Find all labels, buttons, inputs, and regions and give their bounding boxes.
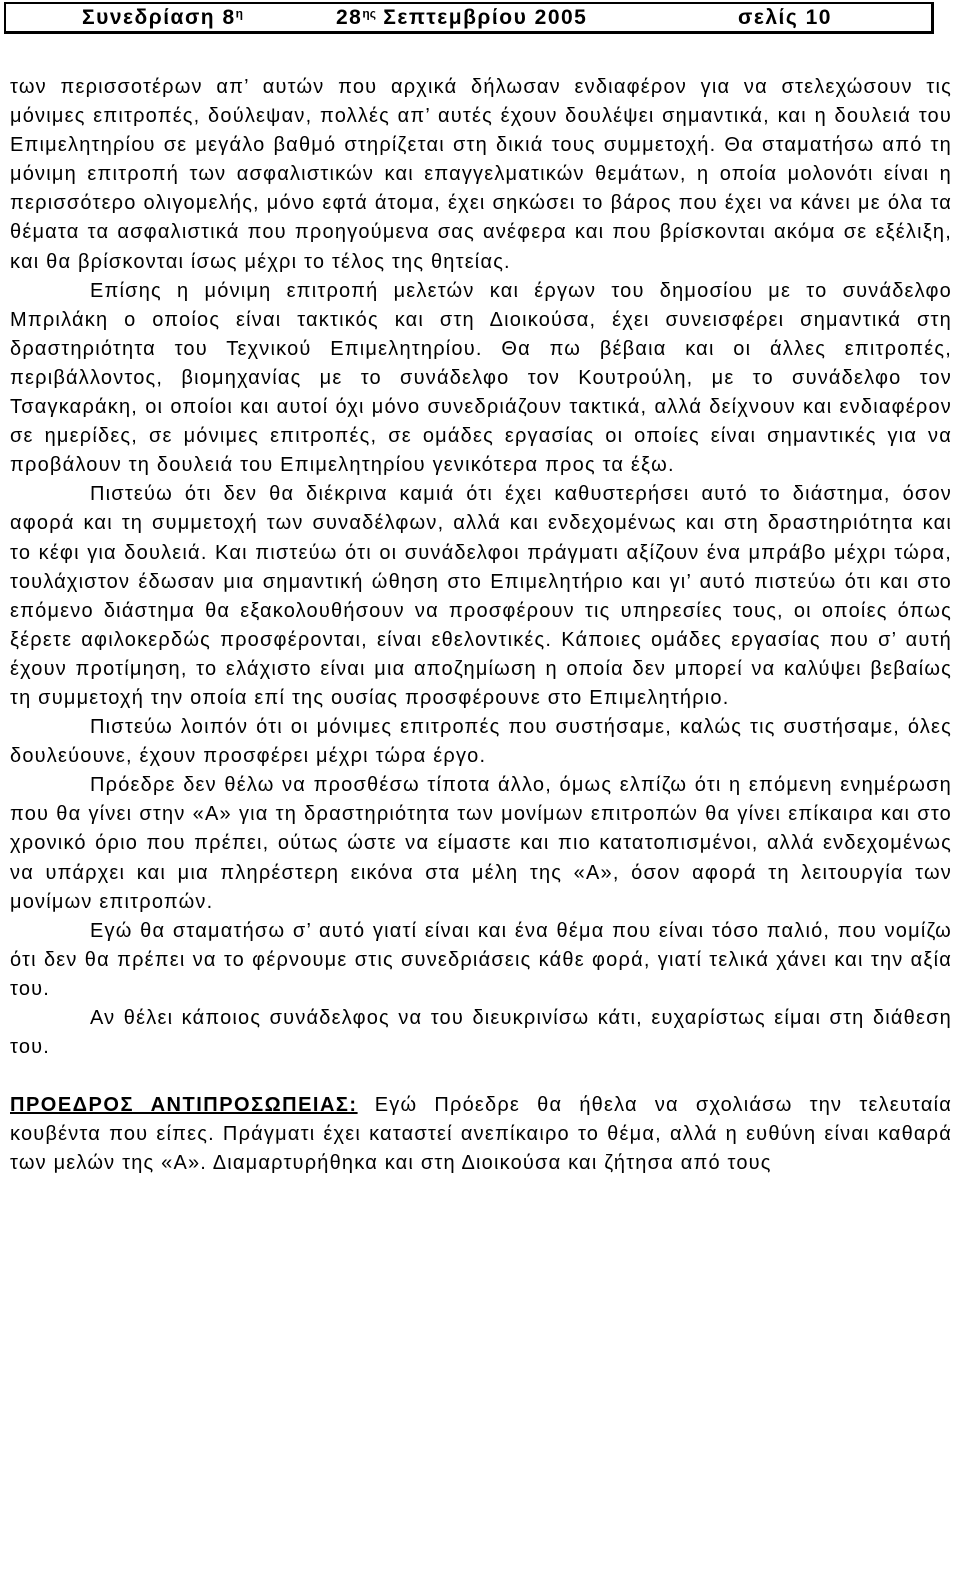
- paragraph-2: Επίσης η μόνιμη επιτροπή μελετών και έργων του δημοσίου με το συνάδελφο Μπριλάκη ο οποίος είναι τακτικός και στη Διοικούσα, έχει συνεισφέρει σημαντικά στη δραστηριότητα του Τεχνικού Επιμελητηρίου. Θα πω βέβαια και οι άλλες επιτροπές, περιβάλλοντος, βιομηχανίας με το συνάδελφο τον Κουτρούλη, με το συνάδελφο τον Τσαγκαράκη, οι οποίοι και αυτοί όχι μόνο συνεδριάζουν τακτικά, αλλά δείχνουν και ενδιαφέρον σε ημερίδες, σε μόνιμες επιτροπές, σε ομάδες εργασίας οι οποίες είναι σημαντικές για να προβάλουν τη δουλειά του Επιμελητηρίου γενικότερα προς τα έξω.: [10, 279, 952, 477]
- paragraph-6: Εγώ θα σταματήσω σ’ αυτό γιατί είναι και ένα θέμα που είναι τόσο παλιό, που νομίζω ότι δεν θα πρέπει να το φέρνουμε στις συνεδριάσεις κάθε φορά, γιατί τελικά χάνει και την αξία του.: [10, 919, 952, 1000]
- paragraph-1: των περισσοτέρων απ’ αυτών που αρχικά δήλωσαν ενδιαφέρον για να στελεχώσουν τις μόνιμες επιτροπές, δούλεψαν, πολλές απ’ αυτές έχουν δουλέψει σημαντικά, και η δουλειά του Επιμελητηρίου σε μεγάλο βαθμό στηρίζεται στη δικιά τους συμμετοχή. Θα σταματήσω από τη μόνιμη επιτροπή των ασφαλιστικών και επαγγελματικών θεμάτων, η οποία μολονότι είναι η περισσότερο ολιγομελής, μόνο εφτά άτομα, έχει σηκώσει το βάρος που έχει να κάνει με όλα τα θέματα τα ασφαλιστικά που προηγούμενα σας ανέφερα και που βρίσκονται ακόμα σε εξέλιξη, και θα βρίσκονται ίσως μέχρι το τέλος της θητείας.: [10, 76, 952, 273]
- document-body: [10, 73, 952, 1178]
- speaker-paragraph: [10, 1091, 952, 1178]
- session-number: [82, 6, 243, 30]
- session-text: Συνεδρίαση 8: [82, 6, 236, 29]
- date-month-year: Σεπτεμβρίου 2005: [383, 6, 588, 29]
- session-ordinal: η: [235, 6, 243, 21]
- page-header: [4, 2, 934, 34]
- paragraph-gap: [10, 1062, 952, 1091]
- paragraph-5: Πρόεδρε δεν θέλω να προσθέσω τίποτα άλλο, όμως ελπίζω ότι η επόμενη ενημέρωση που θα γίνει στην «Α» για τη δραστηριότητα των μονίμων επιτροπών θα γίνει επίκαιρα και στο χρονικό όριο που πρέπει, ούτως ώστε να είμαστε και πιο κατατοπισμένοι, αλλά ενδεχομένως να υπάρχει και μια πληρέστερη εικόνα στα μέλη της «Α», όσον αφορά τη λειτουργία των μονίμων επιτροπών.: [10, 774, 952, 913]
- page-number: σελίς 10: [738, 6, 832, 29]
- speaker-text: Εγώ Πρόεδρε θα ήθελα να σχολιάσω την τελευταία κουβέντα που είπες. Πράγματι έχει καταστεί ανεπίκαιρο το θέμα, αλλά η ευθύνη είναι καθαρά των μελών της «Α». Διαμαρτυρήθηκα και στη Διοικούσα και ζήτησα από τους: [10, 1094, 952, 1175]
- speaker-label: ΠΡΟΕΔΡΟΣ ΑΝΤΙΠΡΟΣΩΠΕΙΑΣ:: [10, 1094, 358, 1117]
- paragraph-4: Πιστεύω λοιπόν ότι οι μόνιμες επιτροπές που συστήσαμε, καλώς τις συστήσαμε, όλες δουλεύουνε, έχουν προσφέρει μέχρι τώρα έργο.: [10, 716, 952, 768]
- session-date: [336, 6, 587, 30]
- date-day: 28: [336, 6, 363, 29]
- date-ordinal: ης: [362, 6, 376, 21]
- paragraph-3: Πιστεύω ότι δεν θα διέκρινα καμιά ότι έχει καθυστερήσει αυτό το διάστημα, όσον αφορά και τη συμμετοχή των συναδέλφων, αλλά και ενδεχομένως και στη δραστηριότητα και το κέφι για δουλειά. Και πιστεύω ότι οι συνάδελφοι πράγματι αξίζουν ένα μπράβο μέχρι τώρα, τουλάχιστον έδωσαν μια σημαντική ώθηση στο Επιμελητήριο και γι’ αυτό πιστεύω ότι και στο επόμενο διάστημα θα εξακολουθήσουν να προσφέρουν τις υπηρεσίες τους, οι οποίες όπως ξέρετε αφιλοκερδώς προσφέρονται, είναι εθελοντικές. Κάποιες ομάδες εργασίας που σ’ αυτή έχουν προτίμηση, το ελάχιστο είναι μια αποζημίωση η οποία δεν μπορεί να καλύψει βεβαίως τη συμμετοχή την οποία επί της ουσίας προσφέρουνε στο Επιμελητήριο.: [10, 483, 952, 709]
- paragraph-7: Αν θέλει κάποιος συνάδελφος να του διευκρινίσω κάτι, ευχαρίστως είμαι στη διάθεση του.: [10, 1007, 952, 1059]
